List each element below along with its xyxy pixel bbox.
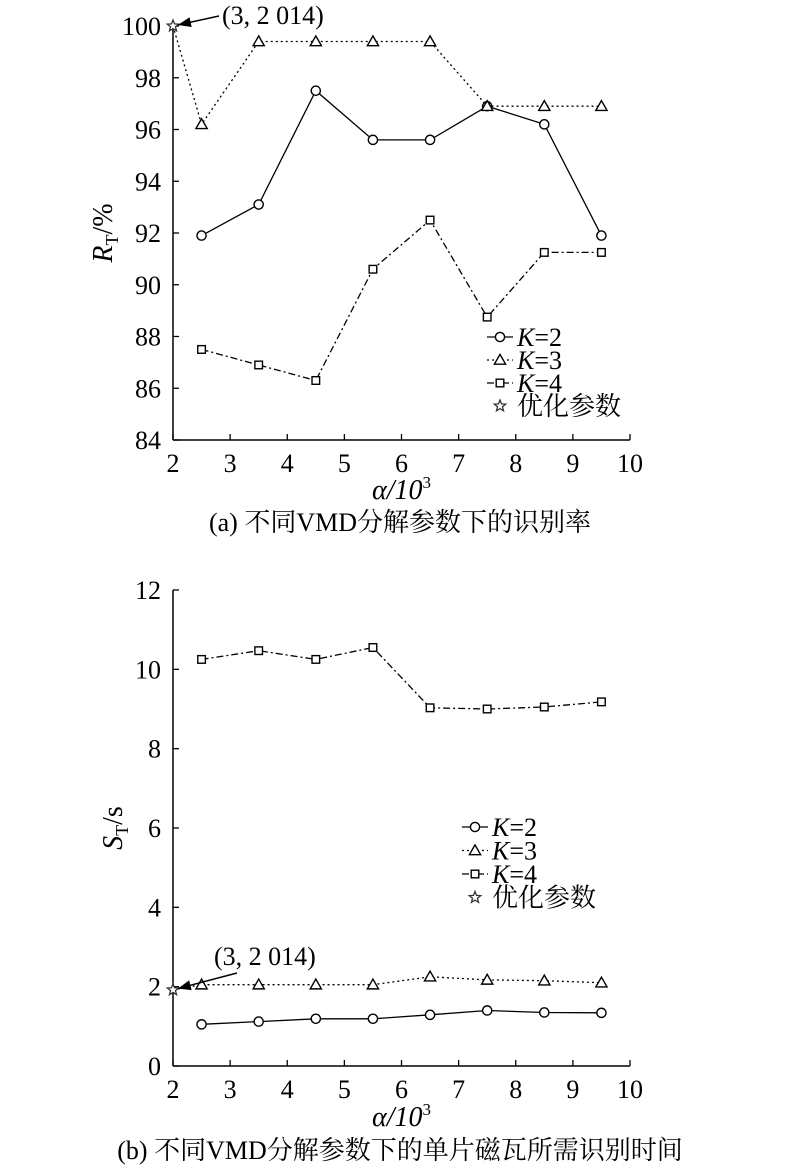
legend-label-symbol: K <box>517 369 535 398</box>
y-tick-label: 92 <box>135 219 161 248</box>
data-point <box>540 120 549 129</box>
y-tick-label: 0 <box>148 1052 161 1081</box>
x-tick-label: 8 <box>509 449 523 478</box>
x-axis-label <box>372 1100 431 1133</box>
chart-panel-b <box>98 576 683 1165</box>
data-point <box>369 265 377 273</box>
x-axis-label-symbol: α/10 <box>372 475 423 506</box>
legend-label-symbol: K <box>517 323 535 352</box>
series-line <box>173 26 601 124</box>
legend-label-symbol: K <box>492 813 510 842</box>
data-point <box>312 656 320 664</box>
data-point <box>367 36 378 46</box>
x-tick-label: 2 <box>166 1075 180 1104</box>
data-point <box>541 703 549 711</box>
data-point <box>167 984 178 995</box>
y-tick-label: 94 <box>135 167 161 197</box>
x-tick-label: 10 <box>617 1075 643 1104</box>
y-tick-label: 6 <box>148 814 161 843</box>
legend-marker <box>471 870 479 878</box>
legend-marker <box>494 400 505 411</box>
data-point <box>253 979 264 989</box>
x-tick-label: 9 <box>566 449 580 478</box>
x-tick-label: 6 <box>395 449 408 478</box>
legend-marker <box>470 822 479 831</box>
legend-label-value: =4 <box>509 860 538 889</box>
data-point <box>426 216 434 224</box>
data-point <box>596 101 607 111</box>
y-tick-label: 96 <box>135 115 161 145</box>
y-axis-label-subscript: T <box>102 234 122 246</box>
x-tick-label: 7 <box>452 449 466 478</box>
data-point <box>198 346 206 354</box>
annotation-arrow-head <box>178 17 192 27</box>
series-line <box>202 91 602 236</box>
x-tick-label: 4 <box>280 449 294 478</box>
figure-caption: (a) 不同VMD分解参数下的识别率 <box>208 508 592 537</box>
legend-label: 优化参数 <box>517 392 622 421</box>
annotation-label: (3, 2 014) <box>214 942 316 971</box>
data-point <box>597 1008 606 1017</box>
y-tick-label: 88 <box>135 322 161 352</box>
data-point <box>167 20 178 31</box>
y-axis-label <box>98 806 132 850</box>
x-tick-label: 5 <box>337 449 351 478</box>
legend-label-value: =3 <box>534 346 563 375</box>
legend-marker <box>494 354 505 364</box>
x-axis-label-symbol: α/10 <box>372 1102 423 1133</box>
series-K=4 <box>198 644 605 713</box>
data-point <box>483 1006 492 1015</box>
x-tick-label: 4 <box>280 1075 294 1104</box>
y-axis-label-symbol: S <box>98 835 129 850</box>
data-point <box>539 101 550 111</box>
data-point <box>425 1010 434 1019</box>
data-point <box>424 971 435 981</box>
x-tick-label: 9 <box>566 1075 580 1104</box>
legend-label-value: =2 <box>534 323 563 352</box>
x-tick-label: 10 <box>617 449 643 478</box>
legend-label-symbol: K <box>492 860 510 889</box>
data-point <box>254 1017 263 1026</box>
x-axis-label-superscript: 3 <box>422 1100 431 1119</box>
data-point <box>254 200 263 209</box>
y-axis-label-unit: /s <box>98 806 129 825</box>
x-tick-label: 5 <box>337 1075 351 1104</box>
y-tick-label: 98 <box>135 63 161 93</box>
series-line <box>202 648 602 710</box>
legend <box>462 813 596 913</box>
y-axis-label-symbol: R <box>88 245 119 263</box>
data-point <box>311 86 320 95</box>
data-point <box>483 313 491 321</box>
legend-label-symbol: K <box>517 346 535 375</box>
legend-label-value: =3 <box>509 836 538 866</box>
data-point <box>368 1014 377 1023</box>
data-point <box>598 698 606 706</box>
figure-caption: (b) 不同VMD分解参数下的单片磁瓦所需识别时间 <box>117 1136 683 1165</box>
data-point <box>426 704 434 712</box>
chart-panel-a <box>88 1 643 537</box>
data-point <box>539 975 550 985</box>
series-K=2 <box>197 1006 606 1029</box>
y-tick-label: 90 <box>135 270 161 300</box>
annotation-arrow-head <box>178 980 192 990</box>
data-point <box>196 119 207 129</box>
data-point <box>540 1008 549 1017</box>
y-tick-label: 100 <box>122 12 161 41</box>
series-K=3 <box>173 26 607 129</box>
data-point <box>541 249 549 257</box>
y-axis-label-unit: /% <box>88 203 119 235</box>
series-line <box>173 977 601 990</box>
y-tick-label: 4 <box>148 893 161 923</box>
x-tick-label: 8 <box>509 1075 523 1104</box>
data-point <box>312 377 320 385</box>
y-tick-label: 8 <box>148 734 161 764</box>
legend-label-value: =2 <box>509 813 538 842</box>
data-point <box>483 705 491 713</box>
series-优化参数 <box>167 984 178 995</box>
y-tick-label: 2 <box>148 972 161 1002</box>
x-axis-label-superscript: 3 <box>422 473 431 492</box>
x-tick-label: 3 <box>223 449 237 478</box>
legend-label: 优化参数 <box>492 883 597 913</box>
x-tick-label: 3 <box>223 1075 237 1104</box>
data-point <box>425 135 434 144</box>
x-tick-label: 7 <box>452 1075 466 1104</box>
data-point <box>311 1014 320 1023</box>
x-axis-label <box>372 473 431 506</box>
data-point <box>369 644 377 652</box>
y-tick-label: 12 <box>135 576 161 605</box>
series-优化参数 <box>167 20 178 31</box>
data-point <box>310 979 321 989</box>
y-axis-label <box>88 203 122 263</box>
data-point <box>197 231 206 240</box>
x-tick-label: 6 <box>395 1075 408 1104</box>
y-axis-label-subscript: T <box>112 824 132 836</box>
legend-marker <box>496 379 504 387</box>
y-tick-label: 86 <box>135 374 161 404</box>
data-point <box>255 647 263 655</box>
data-point <box>598 249 606 257</box>
data-point <box>253 36 264 46</box>
legend <box>487 323 621 421</box>
data-point <box>310 36 321 46</box>
legend-label-value: =4 <box>534 369 563 398</box>
data-point <box>198 656 206 664</box>
y-tick-label: 84 <box>135 426 161 455</box>
series-K=3 <box>173 971 607 990</box>
data-point <box>367 979 378 989</box>
x-tick-label: 2 <box>166 449 180 478</box>
legend-marker <box>469 892 480 903</box>
data-point <box>597 231 606 240</box>
data-point <box>197 1020 206 1029</box>
data-point <box>424 36 435 46</box>
data-point <box>255 361 263 369</box>
legend-marker <box>469 845 480 855</box>
legend-label-symbol: K <box>492 836 510 866</box>
data-point <box>368 135 377 144</box>
annotation-label: (3, 2 014) <box>222 1 324 30</box>
y-tick-label: 10 <box>135 655 161 685</box>
legend-marker <box>495 332 504 341</box>
